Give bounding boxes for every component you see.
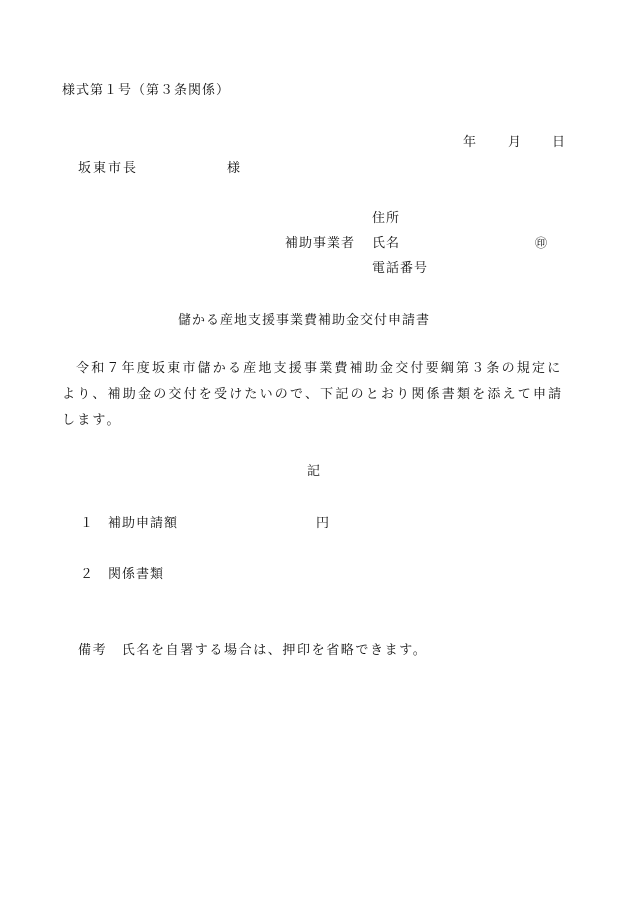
remarks-note: 備考 氏名を自署する場合は、押印を省略できます。 <box>78 643 428 658</box>
form-number: 様式第１号（第３条関係） <box>62 83 231 98</box>
ki-heading: 記 <box>307 464 321 479</box>
item-application-amount-unit: 円 <box>316 516 330 531</box>
date-day-label: 日 <box>552 135 566 150</box>
addressee-honorific: 様 <box>227 161 241 176</box>
date-month-label: 月 <box>508 135 522 150</box>
name-label: 氏名 <box>372 236 401 251</box>
applicant-role-label: 補助事業者 <box>285 236 356 251</box>
item-related-documents: ２ 関係書類 <box>80 567 165 582</box>
body-paragraph: 令和７年度坂東市儲かる産地支援事業費補助金交付要綱第３条の規定により、補助金の交付を受けたいので、下記のとおり関係書類を添えて申請します。 <box>62 361 564 428</box>
seal-mark: ㊞ <box>535 236 548 250</box>
phone-label: 電話番号 <box>372 261 429 276</box>
document-title: 儲かる産地支援事業費補助金交付申請書 <box>178 313 431 328</box>
item-application-amount: １ 補助申請額 <box>80 516 179 531</box>
date-year-label: 年 <box>463 135 477 150</box>
addressee-name: 坂東市長 <box>78 161 139 176</box>
address-label: 住所 <box>372 211 401 226</box>
